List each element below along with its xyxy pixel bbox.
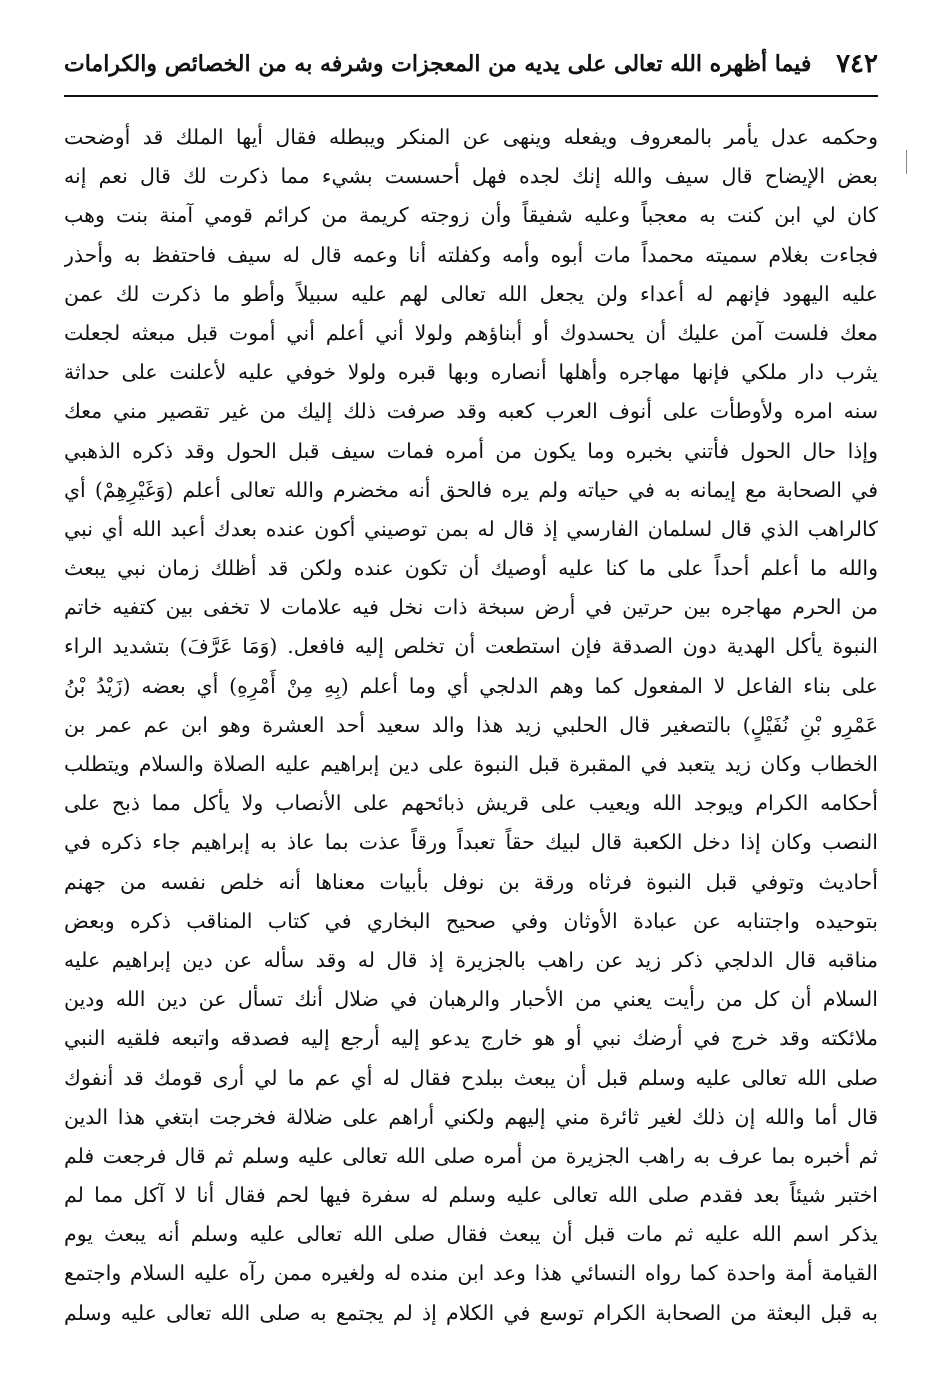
- text-line: السلام أن كل من رأيت يعني من الأحبار والرهبان في ضلال أنك تسأل عن دين الله ودين: [64, 987, 878, 1012]
- text-line: ملائكته وقد خرج في أرضك نبي أو هو خارج يدعو إليه أرجع إليه فصدقه واتبعه فلقيه النبي: [64, 1026, 878, 1051]
- text-line: النبوة يأكل الهدية دون الصدقة فإن استطعت أن تخلص إليه فافعل. (وَمَا عَرَّفَ) بتشديد الراء: [64, 634, 878, 659]
- text-line: النصب وكان إذا دخل الكعبة قال لبيك حقاً تعبداً ورقاً عذت بما عاذ به إبراهيم جاء ذكره في: [64, 830, 878, 855]
- text-line: بعض الإيضاح قال سيف والله إنك لجده فهل أحسست بشيء مما ذكرت لك قال نعم إنه: [64, 164, 878, 189]
- text-line: سنه امره ولأوطأت على أنوف العرب كعبه وقد صرفت ذلك إليك من غير تقصير مني معك: [64, 399, 878, 424]
- text-line: ثم أخبره بما عرف به راهب الجزيرة من أمره صلى الله تعالى عليه وسلم ثم قال فرجعت فلم: [64, 1143, 878, 1168]
- text-line: عَمْرِو بْنِ نُفَيْلٍ) بالتصغير قال الحلبي زيد هذا والد سعيد أحد العشرة وهو ابن عم عمر بن: [64, 712, 878, 737]
- text-line: والله ما أعلم أحداً على ما كنا عليه أوصيك أن تكون عنده ولكن قد أظلك زمان نبي يبعث: [64, 556, 878, 581]
- text-line: القيامة أمة واحدة كما رواه النسائي هذا وعد ابن منده له ولغيره ممن رآه عليه السلام واجتمع: [64, 1261, 878, 1286]
- text-line: في الصحابة مع إيمانه به في حياته ولم يره فالحق أنه مخضرم والله تعالى أعلم (وَغَيْرِهِمْ) أي: [64, 477, 878, 502]
- text-line: أحاديث وتوفي قبل النبوة فرثاه ورقة بن نوفل بأبيات معناها أنه خلص نفسه من جهنم: [64, 869, 878, 894]
- text-line: به قبل البعثة من الصحابة الكرام توسع في الكلام إذ لم يجتمع به صلى الله تعالى عليه وسلم: [64, 1300, 878, 1325]
- header-divider: [64, 95, 878, 97]
- text-line: الخطاب وكان زيد يتعبد في المقبرة قبل النبوة على دين إبراهيم عليه الصلاة والسلام ويتطلب: [64, 752, 878, 776]
- page-number: ٧٤٢: [836, 49, 878, 79]
- text-line: وإذا حال الحول فأتني بخبره وما يكون من أمره فمات سيف قبل الحول وقد ذكره الذهبي: [64, 438, 878, 463]
- text-line: صلى الله تعالى عليه وسلم قبل أن يبعث ببلدح فقال له أي عم ما لي أرى قومك قد أنفوك: [64, 1065, 878, 1090]
- text-line: يذكر اسم الله عليه ثم مات قبل أن يبعث فقال صلى الله تعالى عليه وسلم أنه يبعث يوم: [64, 1222, 878, 1247]
- page-header: [64, 42, 878, 86]
- text-line: فجاءت بغلام سميته محمداً مات أبوه وأمه وكفلته أنا وعمه قال له سيف فاحتفظ به وأحذر: [64, 242, 878, 267]
- text-line: قال أما والله إن ذلك لغير ثائرة مني إليهم ولكني أراهم على ضلالة فخرجت ابتغي هذا الدين: [64, 1104, 878, 1129]
- text-line: مناقبه قال الدلجي ذكر زيد عن راهب بالجزيرة إذ قال له وقد سأله عن دين إبراهيم عليه: [64, 947, 878, 972]
- body-text: [64, 118, 878, 1333]
- text-line: من الحرم مهاجره بين حرتين في أرض سبخة ذات نخل فيه علامات لا تخفى بين كتفيه خاتم: [64, 595, 878, 620]
- text-line: معك فلست آمن عليك أن يحسدوك أو أبناؤهم ولولا أني أعلم أني أموت قبل مبعثه لجعلت: [64, 320, 878, 345]
- text-line: اختبر شيئاً بعد فقدم صلى الله تعالى عليه وسلم له سفرة فيها لحم فقال أنا لا آكل مما لم: [64, 1183, 878, 1208]
- text-line: وحكمه عدل يأمر بالمعروف ويفعله وينهى عن المنكر ويبطله فقال أيها الملك قد أوضحت: [64, 125, 878, 149]
- text-line: أحكامه الكرام ويوجد الله ويعيب على قريش ذبائحهم على الأنصاب ولا يأكل مما ذبح على: [64, 791, 878, 816]
- text-line: يثرب دار ملكي فإنها مهاجره وأهلها أنصاره وبها قبره ولولا خوفي عليه لأعلنت على حداثة: [64, 360, 878, 385]
- text-line: على بناء الفاعل لا المفعول كما وهم الدلجي أي وما أعلم (بِهِ مِنْ أَمْرِهِ) أي بعضه (زَيْدُ بْنُ: [64, 673, 878, 698]
- text-line: كالراهب الذي قال لسلمان الفارسي إذ قال له بمن توصيني أكون عنده بعدك أعبد الله أي نبي: [64, 516, 878, 541]
- running-title: فيما أظهره الله تعالى على يديه من المعجزات وشرفه به من الخصائص والكرامات: [64, 51, 812, 77]
- text-line: كان لي ابن كنت به معجباً وعليه شفيقاً وأن زوجته كريمة من كرائم قومي آمنة بنت وهب: [64, 203, 878, 228]
- margin-mark: [906, 150, 907, 174]
- text-line: بتوحيده واجتنابه عن عبادة الأوثان وفي صحيح البخاري في كتاب المناقب ذكره وبعض: [64, 908, 878, 933]
- text-line: عليه اليهود فإنهم له أعداء ولن يجعل الله تعالى لهم عليه سبيلاً وأطو ما ذكرت لك عمن: [64, 281, 878, 306]
